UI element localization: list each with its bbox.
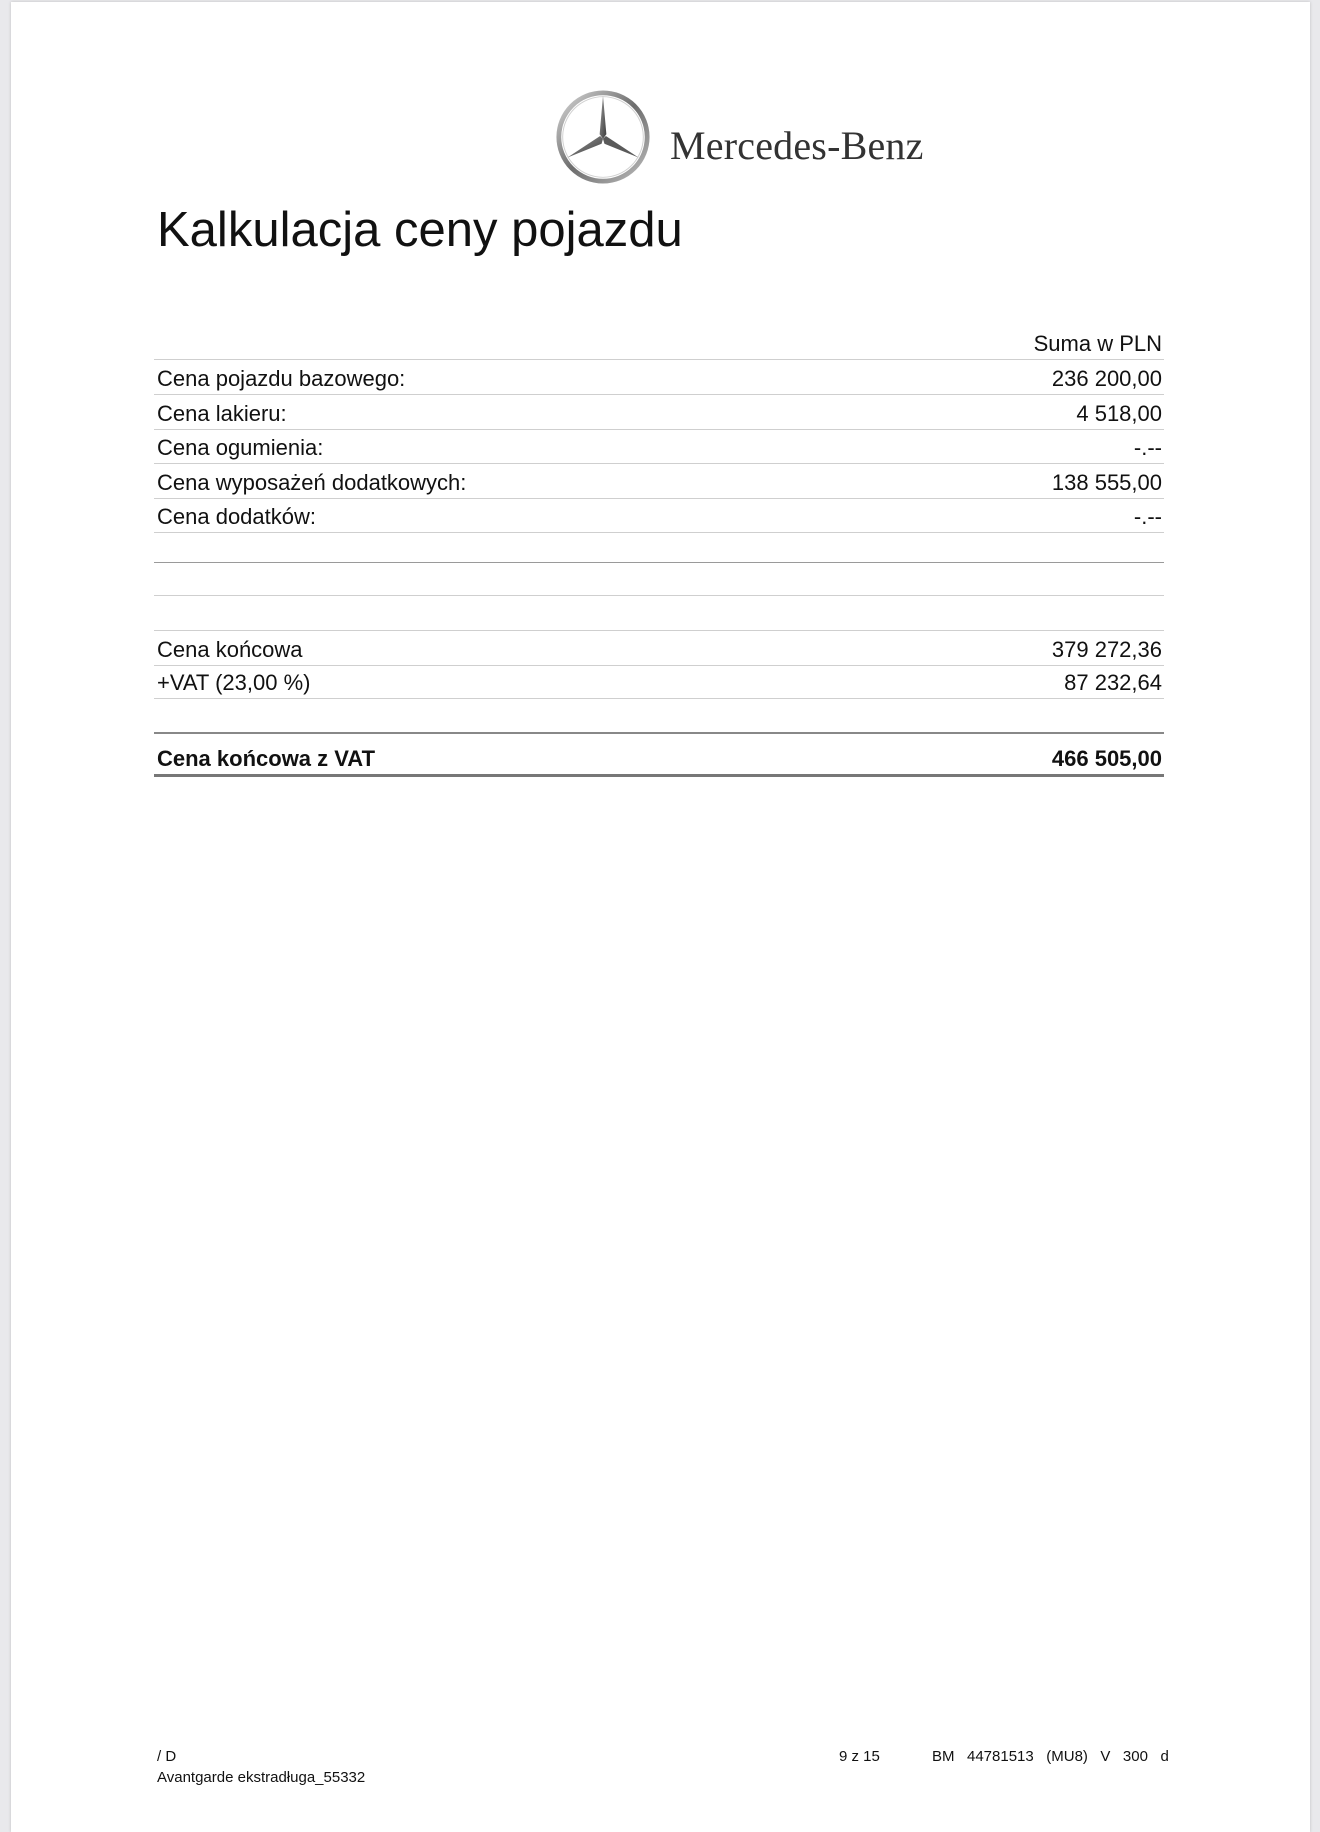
row-value: 236 200,00: [1051, 366, 1162, 391]
row-value: -.--: [1133, 435, 1162, 460]
final-price-label: Cena końcowa: [157, 637, 303, 662]
table-row: [154, 498, 1164, 533]
table-row: [154, 360, 1164, 395]
final-price-value: 379 272,36: [1051, 637, 1162, 662]
footer-line-1: / D: [157, 1748, 177, 1765]
row-label: Cena lakieru:: [157, 401, 287, 426]
total-value: 466 505,00: [1051, 746, 1162, 771]
table-row: [154, 395, 1164, 430]
empty-row: [154, 563, 1164, 596]
column-header: Suma w PLN: [1033, 331, 1162, 356]
empty-row: [154, 530, 1164, 563]
row-label: Cena dodatków:: [157, 504, 316, 529]
row-label: Cena pojazdu bazowego:: [157, 366, 406, 391]
row-label: Cena ogumienia:: [157, 435, 324, 460]
footer-doc-code: BM 44781513 (MU8) V 300 d: [932, 1748, 1169, 1765]
mercedes-benz-logo: [555, 89, 935, 189]
footer-page-number: 9 z 15: [839, 1748, 880, 1765]
footer-line-2: Avantgarde ekstradługa_55332: [157, 1769, 366, 1786]
empty-row: [154, 596, 1164, 631]
table-row: [154, 464, 1164, 499]
logo-wordmark: Mercedes-Benz: [670, 123, 924, 168]
page-title: Kalkulacja ceny pojazdu: [157, 203, 683, 257]
document-page: [11, 2, 1310, 1832]
row-label: Cena wyposażeń dodatkowych:: [157, 470, 467, 495]
row-value: -.--: [1133, 504, 1162, 529]
total-row: [154, 734, 1164, 777]
row-value: 138 555,00: [1051, 470, 1162, 495]
vat-row: [154, 666, 1164, 699]
vat-value: 87 232,64: [1064, 670, 1162, 695]
final-price-row: [154, 631, 1164, 666]
empty-row: [154, 699, 1164, 734]
table-header-row: [154, 325, 1164, 360]
row-value: 4 518,00: [1076, 401, 1162, 426]
table-row: [154, 429, 1164, 464]
total-label: Cena końcowa z VAT: [157, 746, 376, 771]
vat-label: +VAT (23,00 %): [157, 670, 311, 695]
mercedes-star-icon: [555, 89, 651, 185]
